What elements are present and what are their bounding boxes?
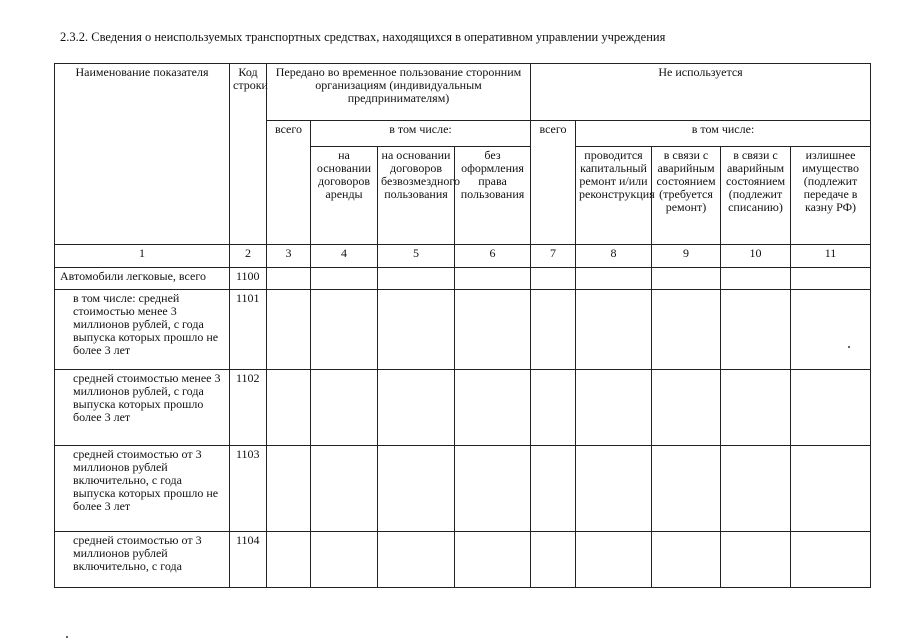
data-cell[interactable]	[721, 446, 791, 532]
row-code: 1101	[230, 290, 267, 370]
column-number: 4	[311, 245, 378, 268]
header-no-paperwork: без оформления права пользования	[455, 147, 531, 245]
table-row	[55, 290, 871, 370]
scan-speck	[848, 346, 850, 348]
data-cell[interactable]	[455, 268, 531, 290]
row-label: средней стоимостью от 3 миллионов рублей включительно, с года выпуска которых прошло не более 3 лет	[55, 446, 230, 532]
row-label: средней стоимостью менее 3 миллионов рублей, с года выпуска которых прошло более 3 лет	[55, 370, 230, 446]
header-not-used-including: в том числе:	[576, 121, 871, 147]
header-transferred: Передано во временное пользование сторонним организациям (индивидуальным предпринимателям)	[267, 64, 531, 121]
vehicles-table	[54, 63, 871, 588]
data-cell[interactable]	[267, 268, 311, 290]
data-cell[interactable]	[721, 290, 791, 370]
header-not-used-total: всего	[531, 121, 576, 245]
header-not-used: Не используется	[531, 64, 871, 121]
data-cell[interactable]	[311, 268, 378, 290]
data-cell[interactable]	[378, 446, 455, 532]
column-number: 3	[267, 245, 311, 268]
data-cell[interactable]	[311, 532, 378, 588]
data-cell[interactable]	[455, 370, 531, 446]
data-cell[interactable]	[791, 370, 871, 446]
data-cell[interactable]	[455, 446, 531, 532]
header-indicator: Наименование показателя	[55, 64, 230, 245]
header-transferred-including: в том числе:	[311, 121, 531, 147]
header-accident-repair: в связи с аварийным состоянием (требуется ремонт)	[652, 147, 721, 245]
table-row	[55, 532, 871, 588]
data-cell[interactable]	[576, 290, 652, 370]
data-cell[interactable]	[378, 532, 455, 588]
scan-speck	[66, 636, 68, 638]
data-cell[interactable]	[455, 532, 531, 588]
row-code: 1100	[230, 268, 267, 290]
data-cell[interactable]	[531, 370, 576, 446]
column-number: 9	[652, 245, 721, 268]
data-cell[interactable]	[531, 290, 576, 370]
data-cell[interactable]	[791, 532, 871, 588]
data-cell[interactable]	[311, 370, 378, 446]
data-cell[interactable]	[267, 290, 311, 370]
data-cell[interactable]	[531, 446, 576, 532]
table-row	[55, 446, 871, 532]
table-row	[55, 370, 871, 446]
row-label: средней стоимостью от 3 миллионов рублей включительно, с года	[55, 532, 230, 588]
table-row	[55, 268, 871, 290]
row-code: 1104	[230, 532, 267, 588]
data-cell[interactable]	[378, 370, 455, 446]
data-cell[interactable]	[652, 446, 721, 532]
data-cell[interactable]	[267, 370, 311, 446]
row-label: в том числе: средней стоимостью менее 3 миллионов рублей, с года выпуска которых прошло не более 3 лет	[55, 290, 230, 370]
data-cell[interactable]	[311, 446, 378, 532]
column-number: 8	[576, 245, 652, 268]
column-number: 11	[791, 245, 871, 268]
section-title: 2.3.2. Сведения о неиспользуемых транспортных средствах, находящихся в оперативном управлении учреждения	[60, 30, 666, 44]
data-cell[interactable]	[721, 370, 791, 446]
data-cell[interactable]	[378, 290, 455, 370]
data-cell[interactable]	[791, 290, 871, 370]
data-cell[interactable]	[311, 290, 378, 370]
data-cell[interactable]	[652, 268, 721, 290]
data-cell[interactable]	[652, 532, 721, 588]
header-transferred-total: всего	[267, 121, 311, 245]
data-cell[interactable]	[531, 532, 576, 588]
row-code: 1103	[230, 446, 267, 532]
data-cell[interactable]	[455, 290, 531, 370]
header-lease: на основании договоров аренды	[311, 147, 378, 245]
data-cell[interactable]	[721, 268, 791, 290]
data-cell[interactable]	[652, 370, 721, 446]
header-free-use: на основании договоров безвозмездного пользования	[378, 147, 455, 245]
row-code: 1102	[230, 370, 267, 446]
column-number: 7	[531, 245, 576, 268]
data-cell[interactable]	[576, 446, 652, 532]
header-code: Код строки	[230, 64, 267, 245]
column-numbers-row	[55, 245, 871, 268]
data-cell[interactable]	[652, 290, 721, 370]
header-surplus: излишнее имущество (подлежит передаче в казну РФ)	[791, 147, 871, 245]
data-cell[interactable]	[576, 370, 652, 446]
row-label: Автомобили легковые, всего	[55, 268, 230, 290]
header-accident-writeoff: в связи с аварийным состоянием (подлежит списанию)	[721, 147, 791, 245]
column-number: 5	[378, 245, 455, 268]
data-cell[interactable]	[267, 532, 311, 588]
data-cell[interactable]	[791, 446, 871, 532]
data-cell[interactable]	[378, 268, 455, 290]
data-cell[interactable]	[531, 268, 576, 290]
data-cell[interactable]	[576, 268, 652, 290]
data-cell[interactable]	[721, 532, 791, 588]
header-repair: проводится капитальный ремонт и/или реконструкция	[576, 147, 652, 245]
column-number: 10	[721, 245, 791, 268]
data-cell[interactable]	[267, 446, 311, 532]
column-number: 1	[55, 245, 230, 268]
column-number: 2	[230, 245, 267, 268]
column-number: 6	[455, 245, 531, 268]
data-cell[interactable]	[576, 532, 652, 588]
data-cell[interactable]	[791, 268, 871, 290]
